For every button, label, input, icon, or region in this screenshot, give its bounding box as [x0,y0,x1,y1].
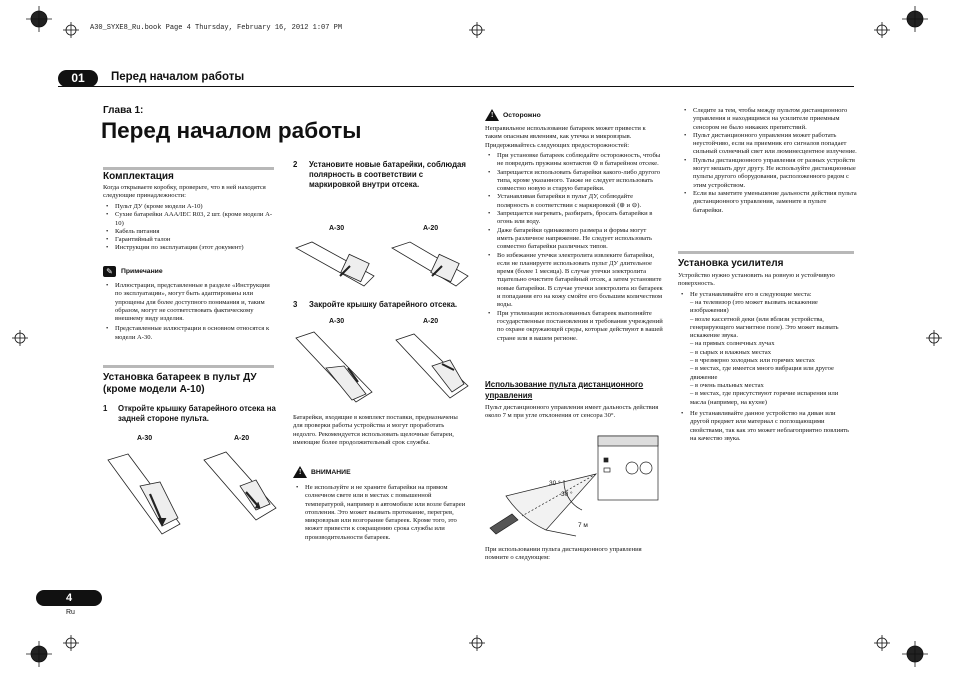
caution-title: Осторожно [503,112,541,119]
file-info: A30_SYXE8_Ru.book Page 4 Thursday, February 16, 2012 1:07 PM [90,24,343,32]
section-bar [103,365,274,368]
model-label: A-30 [329,318,345,325]
list-item: – в очень пыльных местах [690,381,764,389]
distance-label: 7 м [578,522,588,529]
note-title: Примечание [121,268,163,275]
list-item: • Не устанавливайте данное устройство на диван или другой предмет или материал с поглощающими свойствами, так как это может неблагоприятно повлиять на качество звука. [678,410,854,443]
angle-label: 30 ° [549,480,561,487]
warning-list [293,484,471,542]
install-list-2 [678,410,854,443]
list-item: • Даже батарейки одинакового размера и формы могут иметь различное напряжение. Не следует использовать совместно батарейки различных типов. [485,227,663,252]
list-item: – на телевизор (это может вызвать искажение изображения) [690,299,818,315]
list-item: • Следите за тем, чтобы между пультом дистанционного управления и находящимся на усилителе приемным сенсором не было никаких препятствий. [681,107,857,132]
batteries-after-text: Батарейки, входящие в комплект поставки, предназначены для проверки работы устройства и могут проработать недолго. Рекомендуется использовать щелочные батареи, имеющие более продолжительный срок службы. [293,414,458,446]
list-item: – в местах, где имеется много вибрация или другое движение [690,365,834,381]
model-label: A-20 [423,318,439,325]
list-item: – возле кассетной деки (или вблизи устройства, генерирующего магнитное поле). Это может вызвать искажение звука. [690,315,839,340]
header-rule [58,86,854,87]
remote-close-cover-illustration [292,328,472,406]
model-label: A-30 [329,225,345,232]
battery-insert-illustration [292,236,472,294]
install-intro: Устройство нужно установить на ровную и устойчивую поверхность. [678,272,835,288]
caution-list [485,152,663,343]
page-title: Перед началом работы [101,118,362,143]
list-item: • Представленные иллюстрации в основном относятся к модели A-30. [103,325,273,342]
package-intro: Когда открываете коробку, проверьте, что в ней находятся следующие принадлежности: [103,184,266,200]
step3-text: Закройте крышку батарейного отсека. [309,300,458,309]
remote-use-text: Пульт дистанционного управления имеет дальность действия около 7 м при угле отклонения от сенсора 30°. [485,404,659,420]
warning-title: ВНИМАНИЕ [311,469,351,476]
install-title: Установка усилителя [678,258,784,269]
list-item: • Пульт дистанционного управления может работать неустойчиво, если на приемник его сигналов попадает сильный солнечный свет или люминесцентное излучение. [681,132,857,157]
list-item: • Запрещается использовать батарейки какого-либо другого типа, кроме указанного. Также не следует использовать совместно новую и старую батарейки. [485,169,663,194]
step2-num: 2 [293,160,298,169]
model-label: A-20 [234,435,250,442]
step1-text: Откройте крышку батарейного отсека на задней стороне пульта. [118,404,276,423]
install-dash-list [690,299,855,407]
chapter-number-badge: 01 [58,70,98,87]
package-title: Комплектация [103,171,174,182]
list-item: • При установке батареек соблюдайте осторожность, чтобы не повредить пружины контактов ⊖ в батарейном отсеке. [485,152,663,169]
list-item: • Сухие батарейки AAA/IEC R03, 2 шт. (кроме модели A-10) [103,211,273,228]
list-item: • Запрещается нагревать, разбирать, бросать батарейки в огонь или воду. [485,210,663,227]
list-item: • Инструкции по эксплуатации (этот документ) [103,244,273,252]
note-list [103,282,273,342]
package-list [103,203,273,253]
angle-label: 30 ° [561,491,573,498]
caution-intro: Неправильное использование батареек может привести к таким опасным явлениям, как утечка и микровзрыв. Придерживайтесь следующих предосторожностей: [485,125,646,149]
list-item: • Гарантийный талон [103,236,273,244]
note-icon: ✎ [103,266,116,277]
chapter-label: Глава 1: [103,105,144,116]
batteries-title: Установка батареек в пульт ДУ (кроме модели A-10) [103,372,257,395]
section-bar [678,251,854,254]
list-item: • Во избежание утечки электролита извлеките батарейки, если не планируете использовать пульт ДУ длительное время (более 1 месяца). В случае утечки электролита тщательно очистите батарейный отсек, а затем установите новые батарейки. В случае утечки электролита из батареек и попадания его на кожу смойте его большим количеством воды. [485,252,663,310]
remote-open-cover-illustration [100,446,280,542]
remote-tips-list [681,107,857,215]
step3-num: 3 [293,300,298,309]
list-item: • Не используйте и не храните батарейки на прямом солнечном свете или в местах с повышенной температурой, например в автомобиле или возле батареи отопления. Это может вызвать протекание, перегрев, микровзрыв или возгорание батареек. Кроме того, это может привести к сокращению срока службы или производительности батареек. [293,484,471,542]
list-item: • Не устанавливайте его в следующие места: [678,291,854,299]
page-number-badge: 4 [36,590,102,606]
step1-num: 1 [103,404,108,413]
list-item: • При утилизации использованных батареек выполняйте государственные постановления и требования учреждений по охране окружающей среды, которые действуют в вашей стране или в вашем регионе. [485,310,663,343]
list-item: – в местах, где присутствуют горячие испарения или масла (например, на кухне) [690,390,839,406]
list-item: • Пульты дистанционного управления от разных устройств могут мешать друг другу. Не используйте дистанционные пульты другого оборудования, расположенного рядом с этим устройством. [681,157,857,190]
model-label: A-20 [423,225,439,232]
list-item: • Пульт ДУ (кроме модели A-10) [103,203,273,211]
header-title: Перед началом работы [111,71,245,83]
model-label: A-30 [137,435,153,442]
list-item: • Иллюстрации, представленные в разделе «Инструкции по эксплуатации», могут быть адаптированы или упрощены для более доступного понимания и, таким образом, могут не соответствовать фактическому внешнему виду изделия. [103,282,273,323]
list-item: – в чрезмерно холодных или горячих местах [690,357,815,365]
remote-range-illustration [486,424,666,542]
step2-text: Установите новые батарейки, соблюдая полярность в соответствии с маркировкой внутри отсека. [309,160,466,189]
section-bar [103,167,274,170]
list-item: • Если вы заметите уменьшение дальности действия пульта дистанционного управления, замените в пульте батарейки. [681,190,857,215]
remote-use-title: Использование пульта дистанционного управления [485,380,644,400]
list-item: – в сырых и влажных местах [690,348,771,356]
language-label: Ru [66,609,75,616]
remote-use-after: При использовании пульта дистанционного управления помните о следующем: [485,546,642,562]
list-item: • Устанавливая батарейки в пульт ДУ, соблюдайте полярность в соответствии с маркировкой (⊕ и ⊖). [485,193,663,210]
list-item: – на прямых солнечных лучах [690,340,775,348]
list-item: • Кабель питания [103,228,273,236]
